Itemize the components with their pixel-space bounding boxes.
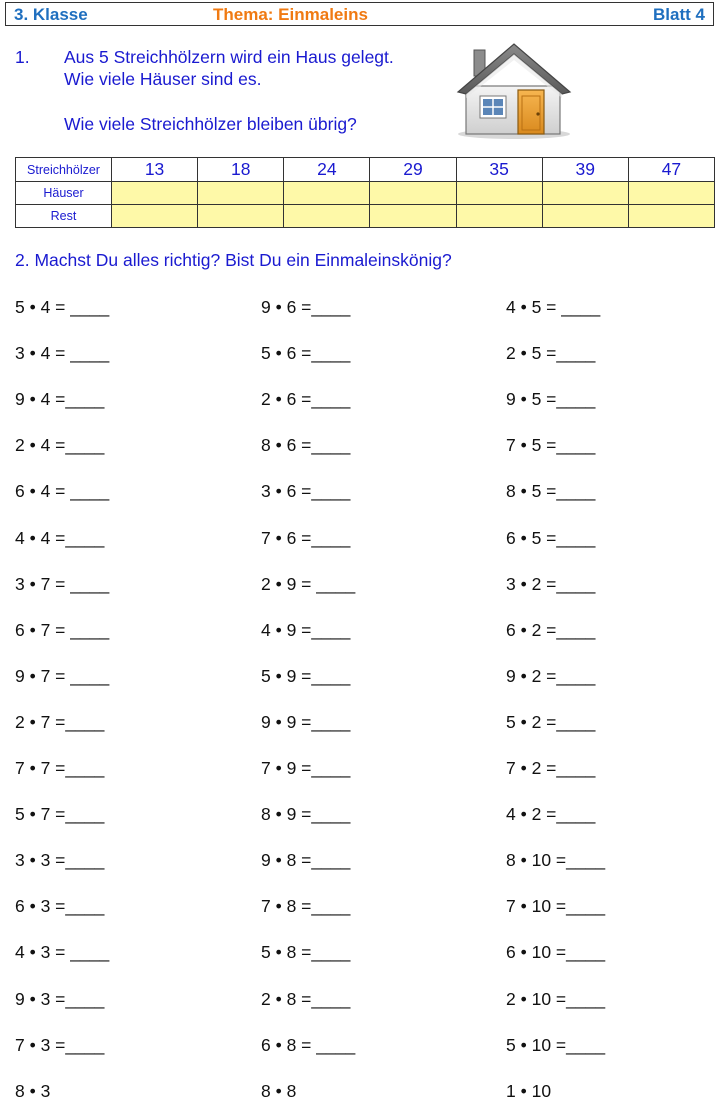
matches-value: 24	[284, 158, 370, 182]
sheet-label: Blatt 4	[653, 5, 705, 24]
multiplication-exercise[interactable]: 2 • 5 =____	[506, 343, 596, 364]
multiplication-exercise[interactable]: 7 • 3 =____	[15, 1034, 105, 1055]
multiplication-exercise[interactable]: 9 • 2 =____	[506, 665, 596, 686]
multiplication-exercise[interactable]: 6 • 8 = ____	[261, 1034, 356, 1055]
multiplication-exercise[interactable]: 5 • 7 =____	[15, 804, 105, 825]
multiplication-exercise[interactable]: 9 • 4 =____	[15, 389, 105, 410]
multiplication-exercise[interactable]: 9 • 5 =____	[506, 389, 596, 410]
multiplication-exercise[interactable]: 6 • 7 = ____	[15, 619, 110, 640]
multiplication-exercise[interactable]: 2 • 7 =____	[15, 711, 105, 732]
matches-value: 18	[198, 158, 284, 182]
task-1-number: 1.	[15, 47, 30, 67]
matches-value: 29	[370, 158, 456, 182]
multiplication-exercise[interactable]: 5 • 6 =____	[261, 343, 351, 364]
multiplication-exercise[interactable]: 7 • 2 =____	[506, 758, 596, 778]
multiplication-exercise[interactable]: 9 • 3 =____	[15, 988, 105, 1009]
multiplication-exercise[interactable]: 2 • 6 =____	[261, 389, 351, 410]
multiplication-exercise[interactable]: 9 • 8 =____	[261, 850, 351, 871]
matches-value: 13	[112, 158, 198, 182]
multiplication-exercise[interactable]: 3 • 2 =____	[506, 573, 596, 594]
row-label-houses: Häuser	[16, 182, 112, 205]
multiplication-exercise[interactable]: 9 • 7 = ____	[15, 665, 110, 686]
task-1-line-1: Aus 5 Streichhölzern wird ein Haus gelegt.	[64, 47, 394, 67]
multiplication-exercise[interactable]: 4 • 9 =____	[261, 619, 351, 640]
multiplication-exercise[interactable]: 9 • 9 =____	[261, 711, 351, 732]
multiplication-exercise[interactable]: 2 • 4 =____	[15, 435, 105, 456]
multiplication-exercise[interactable]: 7 • 7 =____	[15, 758, 105, 778]
multiplication-exercise[interactable]: 3 • 6 =____	[261, 481, 351, 502]
multiplication-exercise[interactable]: 2 • 8 =____	[261, 988, 351, 1009]
multiplication-exercise[interactable]: 8 • 5 =____	[506, 481, 596, 502]
multiplication-exercise[interactable]: 8 • 3	[15, 1080, 51, 1101]
multiplication-exercise[interactable]: 5 • 10 =____	[506, 1034, 606, 1055]
multiplication-exercise[interactable]: 7 • 6 =____	[261, 527, 351, 548]
row-label-rest: Rest	[16, 205, 112, 228]
multiplication-exercise[interactable]: 6 • 5 =____	[506, 527, 596, 548]
multiplication-exercise[interactable]: 4 • 2 =____	[506, 804, 596, 825]
multiplication-exercise[interactable]: 2 • 9 = ____	[261, 573, 356, 594]
multiplication-exercise[interactable]: 6 • 2 =____	[506, 619, 596, 640]
multiplication-exercise[interactable]: 4 • 5 = ____	[506, 297, 601, 317]
matches-value: 47	[628, 158, 714, 182]
multiplication-exercise[interactable]: 3 • 7 = ____	[15, 573, 110, 594]
multiplication-exercise[interactable]: 8 • 8	[261, 1080, 297, 1101]
multiplication-exercise[interactable]: 5 • 4 = ____	[15, 297, 110, 317]
task-2-heading: 2. Machst Du alles richtig? Bist Du ein Einmaleinskönig?	[15, 250, 452, 270]
multiplication-exercise[interactable]: 7 • 5 =____	[506, 435, 596, 456]
matches-value: 35	[456, 158, 542, 182]
multiplication-exercise[interactable]: 7 • 8 =____	[261, 896, 351, 917]
multiplication-exercise[interactable]: 6 • 10 =____	[506, 942, 606, 963]
multiplication-exercise[interactable]: 6 • 4 = ____	[15, 481, 110, 502]
multiplication-exercise[interactable]: 5 • 8 =____	[261, 942, 351, 963]
multiplication-exercise[interactable]: 8 • 6 =____	[261, 435, 351, 456]
multiplication-exercise[interactable]: 3 • 3 =____	[15, 850, 105, 871]
multiplication-exercise[interactable]: 7 • 10 =____	[506, 896, 606, 917]
multiplication-exercise[interactable]: 9 • 6 =____	[261, 297, 351, 317]
multiplication-exercise[interactable]: 5 • 2 =____	[506, 711, 596, 732]
row-label-matches: Streichhölzer	[16, 158, 112, 182]
topic-label: Thema: Einmaleins	[213, 5, 368, 24]
multiplication-exercise[interactable]: 1 • 10	[506, 1080, 552, 1101]
task-1-line-3: Wie viele Streichhölzer bleiben übrig?	[64, 114, 357, 134]
multiplication-exercise[interactable]: 3 • 4 = ____	[15, 343, 110, 364]
multiplication-exercise[interactable]: 4 • 3 = ____	[15, 942, 110, 963]
grade-label: 3. Klasse	[14, 5, 88, 24]
task-1-line-2: Wie viele Häuser sind es.	[64, 69, 262, 89]
multiplication-exercise[interactable]: 6 • 3 =____	[15, 896, 105, 917]
matches-value: 39	[542, 158, 628, 182]
multiplication-exercise[interactable]: 2 • 10 =____	[506, 988, 606, 1009]
multiplication-exercise[interactable]: 8 • 9 =____	[261, 804, 351, 825]
multiplication-exercise[interactable]: 4 • 4 =____	[15, 527, 105, 548]
multiplication-exercise[interactable]: 8 • 10 =____	[506, 850, 606, 871]
multiplication-exercise[interactable]: 5 • 9 =____	[261, 665, 351, 686]
multiplication-exercise[interactable]: 7 • 9 =____	[261, 758, 351, 778]
